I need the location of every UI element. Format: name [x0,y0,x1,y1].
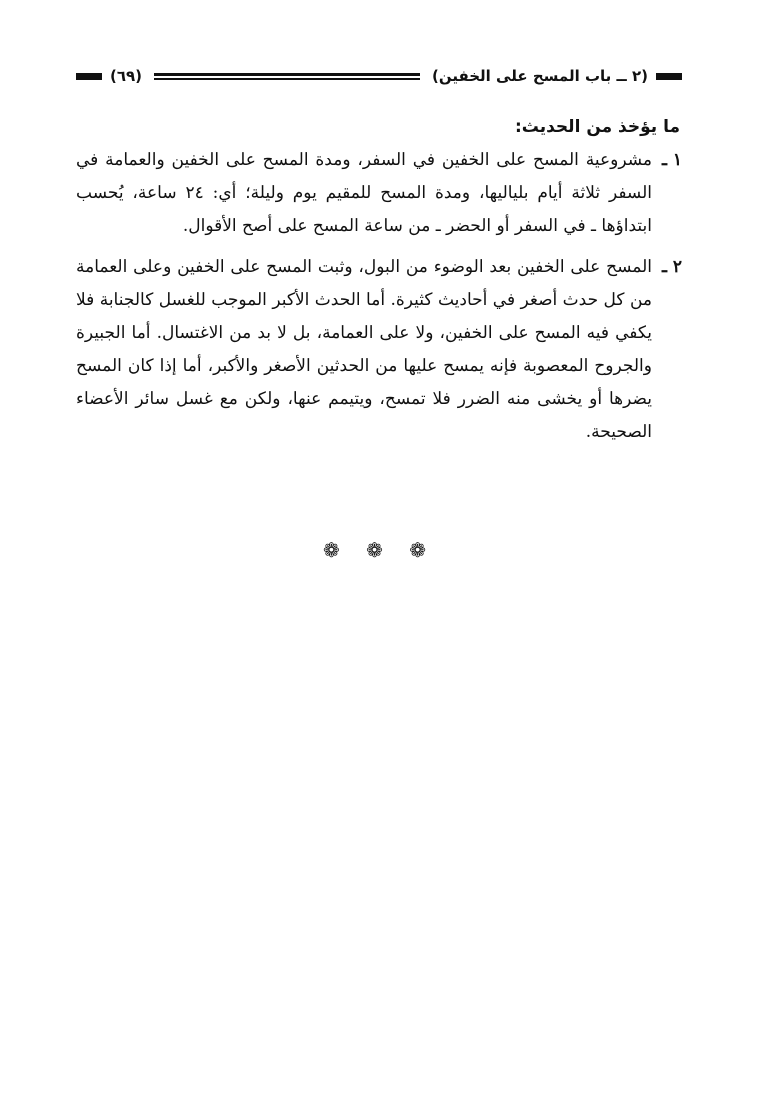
point-number: ١ ـ [661,150,682,170]
header-bar-right [656,73,682,80]
flower-ornament-icon: ❁ [322,538,350,562]
point-item [76,251,682,449]
running-header [76,62,682,90]
header-rule [154,73,420,80]
point-number: ٢ ـ [661,257,682,277]
point-text: المسح على الخفين بعد الوضوء من البول، وثبت المسح على الخفين وعلى العمامة من كل حدث أصغر في أحاديث كثيرة. أما الحدث الأكبر الموجب للغسل كالجنابة فلا يكفي فيه المسح على الخفين، ولا على العمامة، بل لا بد من الاغتسال. أما الجبيرة والجروح المعصوبة فإنه يمسح عليها من الحدثين الأصغر والأكبر، أما إذا كان المسح يضرها أو يخشى منه الضرر فلا تمسح، ويتيمم عنها، ولكن مع غسل سائر الأعضاء الصحيحة. [76,257,652,442]
page-number: (٦٩) [110,67,143,85]
page-content [76,112,682,457]
point-text: مشروعية المسح على الخفين في السفر، ومدة المسح على الخفين والعمامة في السفر ثلاثة أيام بلياليها، ومدة المسح للمقيم يوم وليلة؛ أي: ٢٤ ساعة، يُحسب ابتداؤها ـ في السفر أو الحضر ـ من ساعة المسح على أصح الأقوال. [76,150,653,236]
flower-ornament-icon: ❁ [366,538,393,562]
flower-ornament-icon: ❁ [409,538,436,562]
point-item [76,144,682,243]
chapter-title: (٢ ــ باب المسح على الخفين) [431,67,648,85]
header-bar-left [76,73,102,80]
section-divider-ornaments [0,538,759,562]
section-heading: ما يؤخذ من الحديث: [514,117,680,137]
